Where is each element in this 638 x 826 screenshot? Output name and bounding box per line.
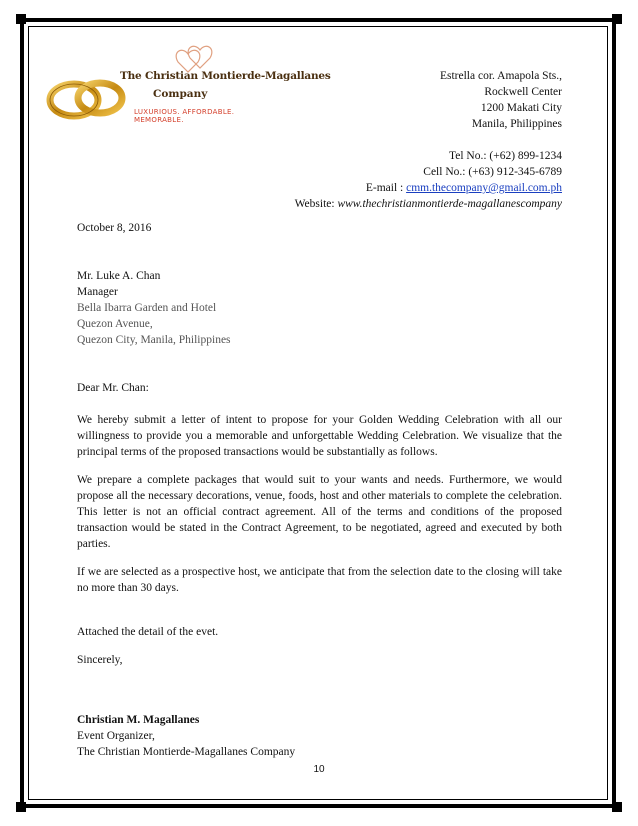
company-logo — [38, 40, 331, 130]
closing: Sincerely, — [77, 654, 123, 666]
website-value: www.thechristianmontierde-magallanescompany — [337, 198, 562, 210]
letter-date: October 8, 2016 — [77, 222, 152, 234]
recipient-address-line: Bella Ibarra Garden and Hotel — [77, 302, 217, 314]
address-line: Manila, Philippines — [471, 118, 562, 130]
border-corner — [16, 14, 26, 24]
email-label: E-mail : — [365, 182, 407, 194]
logo-company-name: The Christian Montierde-Magallanes — [120, 70, 331, 82]
letterhead-address — [295, 68, 562, 212]
address-line: 1200 Makati City — [480, 102, 562, 114]
salutation: Dear Mr. Chan: — [77, 382, 149, 394]
recipient-address-line: Quezon Avenue, — [77, 318, 153, 330]
email-line — [295, 180, 562, 196]
border-corner — [612, 14, 622, 24]
recipient-name: Mr. Luke A. Chan — [77, 270, 161, 282]
body-paragraph: We hereby submit a letter of intent to propose for your Golden Wedding Celebration with all our willingness to provide you a memorable and unforgettable Wedding Celebration. We visualize that the principal terms of the proposed transactions would be substantially as follows. — [77, 414, 562, 458]
signer-title: Event Organizer, — [77, 730, 155, 742]
attachment-note: Attached the detail of the evet. — [77, 626, 219, 638]
signer-name: Christian M. Magallanes — [77, 714, 200, 726]
cell-number: Cell No.: (+63) 912-345-6789 — [423, 166, 562, 178]
body-paragraph: We prepare a complete packages that would suit to your wants and needs. Furthermore, we would propose all the necessary decorations, venue, foods, host and other materials to complete the celebration. This letter is not an official contract agreement. All of the terms and conditions of the proposed transaction would be stated in the Contract Agreement, to be negotiated, agreed and executed by both parties. — [77, 474, 562, 550]
letter-body — [77, 220, 562, 760]
website-label: Website: — [294, 198, 338, 210]
tel-number: Tel No.: (+62) 899-1234 — [449, 150, 562, 162]
recipient-address-line: Quezon City, Manila, Philippines — [77, 334, 231, 346]
email-link[interactable]: cmm.thecompany@gmail.com.ph — [406, 182, 562, 194]
logo-company-suffix: Company — [153, 88, 208, 100]
page-number: 10 — [313, 764, 325, 775]
body-paragraph: If we are selected as a prospective host, we anticipate that from the selection date to the closing will take no more than 30 days. — [77, 566, 562, 594]
recipient-title: Manager — [77, 286, 118, 298]
address-line: Rockwell Center — [484, 86, 562, 98]
website-line — [295, 196, 562, 212]
border-corner — [612, 802, 622, 812]
logo-tagline: LUXURIOUS. AFFORDABLE. MEMORABLE. — [134, 108, 235, 124]
signer-company: The Christian Montierde-Magallanes Company — [77, 746, 296, 758]
address-line: Estrella cor. Amapola Sts., — [439, 70, 562, 82]
border-corner — [16, 802, 26, 812]
